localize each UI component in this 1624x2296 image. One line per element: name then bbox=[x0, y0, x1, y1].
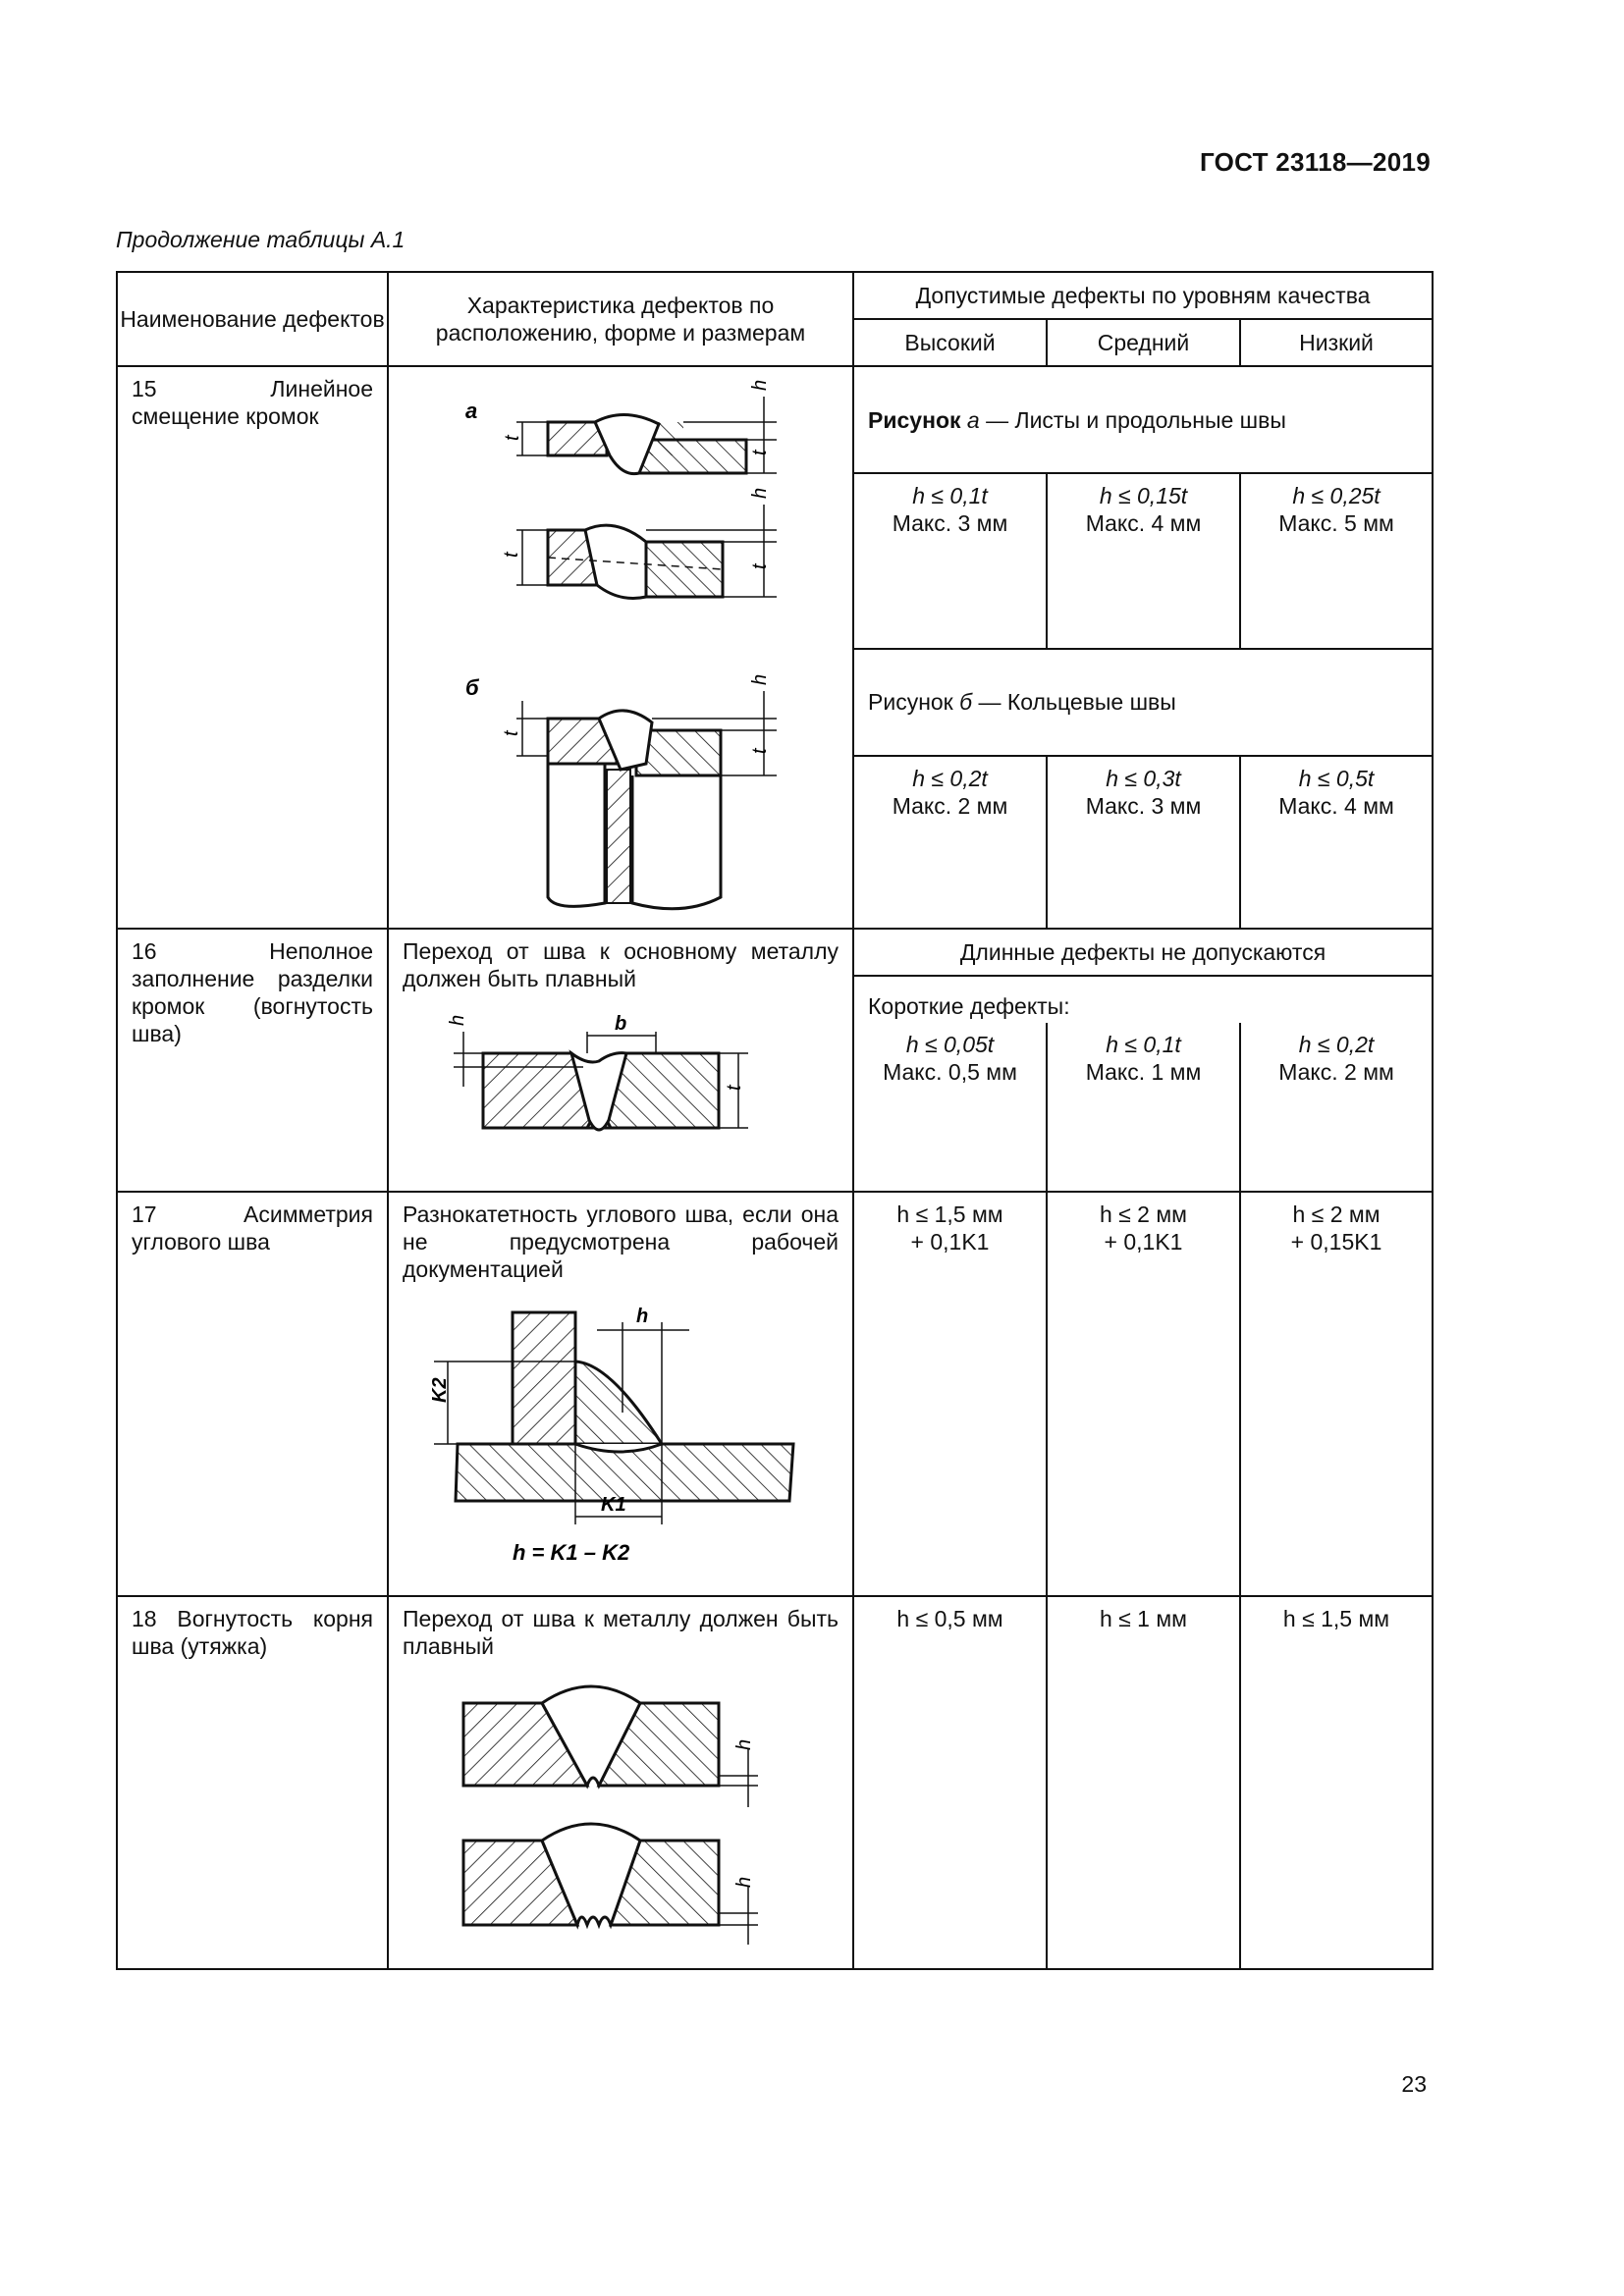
desc-16-text: Переход от шва к основному металлу должен быть плавный bbox=[403, 938, 839, 991]
svg-text:h: h bbox=[749, 379, 771, 391]
col-levels-header: Допустимые дефекты по уровням качества bbox=[853, 272, 1433, 319]
r15b-medium: h ≤ 0,3t Макс. 3 мм bbox=[1047, 756, 1240, 929]
svg-text:h: h bbox=[447, 1014, 468, 1026]
root-concavity-diagram bbox=[405, 1660, 837, 1945]
r16-low: h ≤ 0,2t Макс. 2 мм bbox=[1240, 1023, 1433, 1192]
svg-text:t: t bbox=[501, 552, 522, 558]
r16-medium: h ≤ 0,1t Макс. 1 мм bbox=[1047, 1023, 1240, 1192]
long-defects-note: Длинные дефекты не допускаются bbox=[853, 929, 1433, 976]
fig-a-letter: а bbox=[465, 399, 478, 423]
r18-low: h ≤ 1,5 мм bbox=[1240, 1596, 1433, 1969]
defect-name-18: 18 Вогнутость корня шва (утяжка) bbox=[117, 1596, 388, 1969]
svg-text:t: t bbox=[749, 563, 771, 569]
svg-text:t: t bbox=[501, 730, 522, 736]
desc-18-text: Переход от шва к металлу должен быть плавный bbox=[403, 1606, 839, 1659]
svg-text:h: h bbox=[733, 1738, 755, 1750]
level-low-header: Низкий bbox=[1240, 319, 1433, 366]
desc-17-text: Разнокатетность углового шва, если она не предусмотрена рабочей документацией bbox=[403, 1201, 839, 1282]
defect-figure-15 bbox=[388, 366, 853, 929]
page-number: 23 bbox=[1401, 2071, 1427, 2097]
h-label-18: h bbox=[733, 1876, 755, 1888]
concavity-diagram bbox=[405, 992, 837, 1140]
defect-name-15: 15 Линейное смещение кромок bbox=[117, 366, 388, 929]
svg-text:t: t bbox=[749, 450, 771, 455]
fig-b-label: Рисунок б — Кольцевые швы bbox=[853, 649, 1433, 756]
svg-text:t: t bbox=[749, 748, 771, 754]
svg-text:t: t bbox=[502, 435, 523, 441]
defect-desc-18 bbox=[388, 1596, 853, 1969]
header-row bbox=[117, 272, 1433, 319]
r17-medium: h ≤ 2 мм + 0,1K1 bbox=[1047, 1192, 1240, 1596]
document-id: ГОСТ 23118—2019 bbox=[1199, 147, 1431, 177]
r17-high: h ≤ 1,5 мм + 0,1K1 bbox=[853, 1192, 1047, 1596]
svg-text:h: h bbox=[749, 673, 771, 685]
r15a-high: h ≤ 0,1t Макс. 3 мм bbox=[853, 473, 1047, 648]
defect-desc-17 bbox=[388, 1192, 853, 1596]
table-row bbox=[117, 929, 1433, 976]
col-name-header: Наименование дефектов bbox=[117, 272, 388, 366]
r15b-low: h ≤ 0,5t Макс. 4 мм bbox=[1240, 756, 1433, 929]
b-dimension-label: b bbox=[615, 1013, 627, 1035]
formula-label: h = K1 – K2 bbox=[513, 1540, 630, 1565]
table-row bbox=[117, 1192, 1433, 1596]
defect-name-17: 17 Асимметрия углового шва bbox=[117, 1192, 388, 1596]
defect-name-16: 16 Неполное заполнение разделки кромок (вогнутость шва) bbox=[117, 929, 388, 1192]
k2-label: K2 bbox=[429, 1377, 451, 1403]
r17-low: h ≤ 2 мм + 0,15K1 bbox=[1240, 1192, 1433, 1596]
level-high-header: Высокий bbox=[853, 319, 1047, 366]
misalignment-diagram bbox=[389, 367, 854, 922]
r15b-high: h ≤ 0,2t Макс. 2 мм bbox=[853, 756, 1047, 929]
level-medium-header: Средний bbox=[1047, 319, 1240, 366]
short-defects-note: Короткие дефекты: bbox=[853, 976, 1433, 1023]
svg-text:t: t bbox=[724, 1085, 745, 1091]
k1-label: K1 bbox=[601, 1494, 626, 1516]
fig-b-letter: б bbox=[465, 675, 479, 700]
table-row bbox=[117, 366, 1433, 473]
fillet-asymmetry-diagram bbox=[405, 1283, 837, 1568]
h-dimension-label: h bbox=[636, 1306, 649, 1327]
defect-desc-16 bbox=[388, 929, 853, 1192]
table-row bbox=[117, 1596, 1433, 1969]
r16-high: h ≤ 0,05t Макс. 0,5 мм bbox=[853, 1023, 1047, 1192]
table-caption: Продолжение таблицы А.1 bbox=[116, 227, 406, 252]
defects-table bbox=[116, 271, 1434, 1970]
col-desc-header: Характеристика дефектов по расположению, форме и размерам bbox=[388, 272, 853, 366]
svg-text:h: h bbox=[749, 487, 771, 499]
r18-medium: h ≤ 1 мм bbox=[1047, 1596, 1240, 1969]
r18-high: h ≤ 0,5 мм bbox=[853, 1596, 1047, 1969]
r15a-medium: h ≤ 0,15t Макс. 4 мм bbox=[1047, 473, 1240, 648]
fig-a-label: Рисунок а — Листы и продольные швы bbox=[853, 366, 1433, 473]
r15a-low: h ≤ 0,25t Макс. 5 мм bbox=[1240, 473, 1433, 648]
